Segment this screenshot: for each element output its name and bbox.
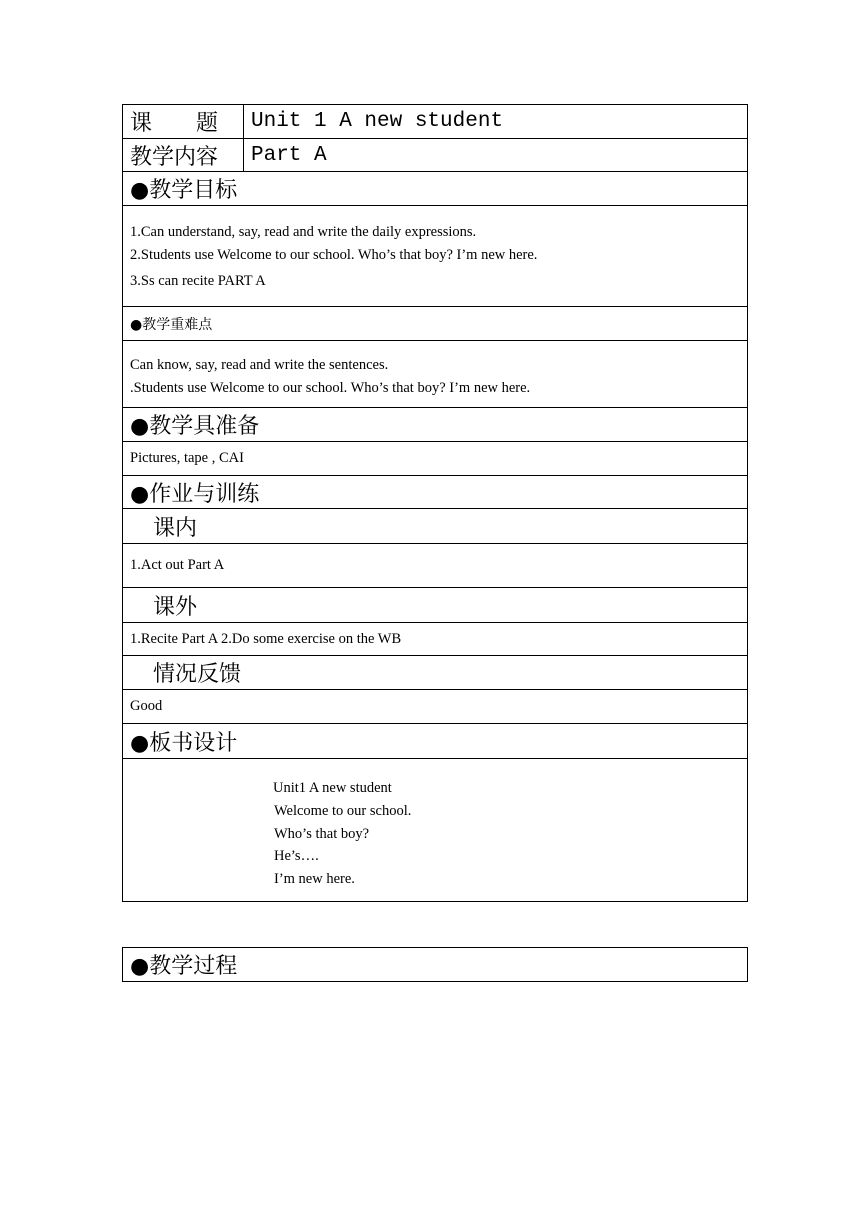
feedback-text: Good [123, 689, 747, 723]
content-row [123, 138, 747, 171]
objectives-heading: ●教学目标 [123, 171, 747, 205]
key-point-item: Can know, say, read and write the sentences. [130, 357, 389, 373]
board-heading: ●板书设计 [123, 723, 747, 758]
topic-value: Unit 1 A new student [251, 110, 504, 133]
objectives-body [123, 205, 747, 306]
feedback-heading: 情况反馈 [123, 655, 747, 689]
process-heading: ●教学过程 [130, 954, 238, 979]
board-line: Welcome to our school. [274, 803, 412, 819]
objective-item: 1.Can understand, say, read and write the daily expressions. [130, 224, 477, 240]
key-point-item: .Students use Welcome to our school. Who’s that boy? I’m new here. [130, 380, 531, 396]
materials-text: Pictures, tape , CAI [123, 441, 747, 475]
in-class-text: 1.Act out Part A [123, 543, 747, 587]
topic-label: 课 题 [123, 105, 244, 138]
board-body [123, 758, 747, 901]
objective-item: 2.Students use Welcome to our school. Who’s that boy? I’m new here. [130, 247, 538, 263]
board-line: Who’s that boy? [274, 826, 370, 842]
homework-heading: ●作业与训练 [123, 475, 747, 508]
lesson-plan-table [122, 104, 748, 902]
key-points-heading: ●教学重难点 [123, 306, 747, 340]
content-label: 教学内容 [123, 139, 244, 171]
content-value: Part A [251, 143, 327, 167]
board-line: Unit1 A new student [273, 780, 392, 796]
in-class-heading: 课内 [123, 508, 747, 543]
after-class-text: 1.Recite Part A 2.Do some exercise on the WB [123, 622, 747, 655]
key-points-body [123, 340, 747, 407]
after-class-heading: 课外 [123, 587, 747, 622]
objective-item: 3.Ss can recite PART A [130, 273, 266, 289]
board-line: He’s…. [274, 848, 319, 864]
process-table [122, 947, 748, 982]
materials-heading: ●教学具准备 [123, 407, 747, 441]
board-line: I’m new here. [274, 871, 355, 887]
topic-row [123, 105, 747, 138]
